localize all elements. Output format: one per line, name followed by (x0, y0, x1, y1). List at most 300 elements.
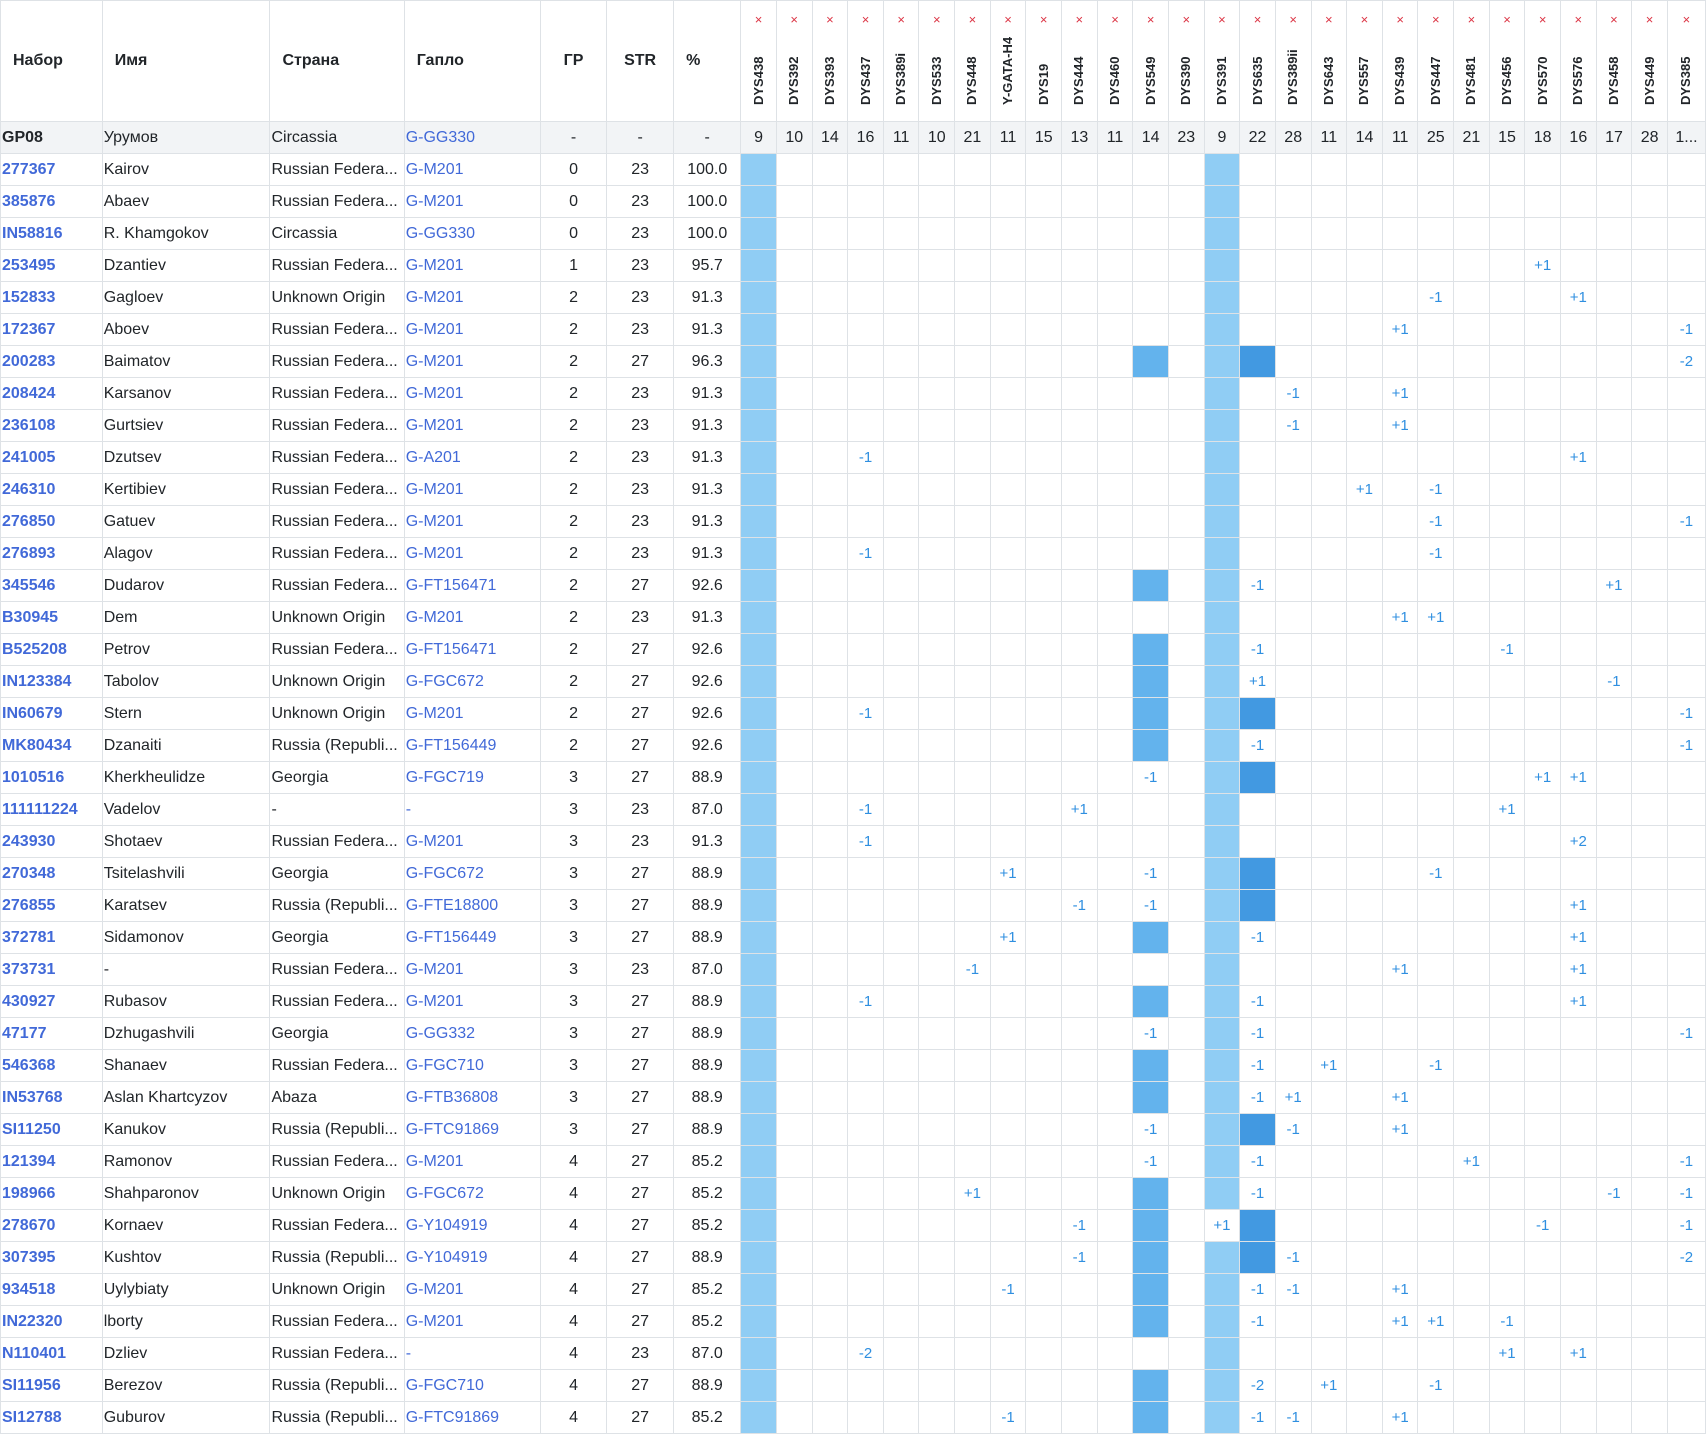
marker-diff-cell (1026, 1050, 1062, 1082)
marker-diff-cell (1418, 1114, 1454, 1146)
kit-link[interactable]: 47177 (1, 1018, 103, 1050)
marker-diff-cell (1632, 858, 1668, 890)
str-count: 23 (607, 154, 674, 186)
marker-diff-cell (1062, 602, 1098, 634)
kit-link[interactable]: 276893 (1, 538, 103, 570)
kit-link[interactable]: 253495 (1, 250, 103, 282)
haplogroup-link[interactable]: G-FT156471 (404, 570, 540, 602)
haplogroup-link[interactable]: G-M201 (404, 346, 540, 378)
column-header-name[interactable]: Имя (102, 1, 270, 122)
reference-value: 15 (1489, 122, 1525, 154)
table-row (1, 1402, 1706, 1434)
marker-header-dys460: × DYS460 (1097, 1, 1133, 122)
marker-diff-cell (1382, 1242, 1418, 1274)
haplogroup-link[interactable]: G-FT156449 (404, 730, 540, 762)
marker-diff-cell (1418, 826, 1454, 858)
marker-diff-cell (848, 634, 884, 666)
column-header-gd[interactable]: ГР (541, 1, 607, 122)
marker-diff-cell (1596, 794, 1632, 826)
kit-link[interactable]: 1010516 (1, 762, 103, 794)
kit-link[interactable]: IN60679 (1, 698, 103, 730)
marker-diff-cell (1133, 314, 1169, 346)
haplogroup-link[interactable]: G-FGC672 (404, 666, 540, 698)
marker-diff-cell (1382, 826, 1418, 858)
kit-link[interactable]: 121394 (1, 1146, 103, 1178)
str-count: 27 (607, 986, 674, 1018)
marker-diff-cell (1418, 794, 1454, 826)
kit-link[interactable]: IN53768 (1, 1082, 103, 1114)
marker-diff-cell (1382, 762, 1418, 794)
haplogroup-link[interactable]: G-M201 (404, 314, 540, 346)
haplogroup-link[interactable]: G-GG332 (404, 1018, 540, 1050)
kit-link[interactable]: IN58816 (1, 218, 103, 250)
haplogroup-link[interactable]: G-M201 (404, 154, 540, 186)
kit-link[interactable]: 276850 (1, 506, 103, 538)
haplogroup-link[interactable]: G-M201 (404, 378, 540, 410)
marker-diff-cell (1596, 538, 1632, 570)
member-name: Kertibiev (102, 474, 270, 506)
marker-diff-cell (812, 442, 848, 474)
reference-haplo-link[interactable]: G-GG330 (404, 122, 540, 154)
marker-diff-cell (741, 634, 777, 666)
marker-diff-cell (990, 538, 1026, 570)
remove-marker-icon[interactable]: × (1538, 12, 1547, 27)
marker-header-dys481: × DYS481 (1454, 1, 1490, 122)
haplogroup-link[interactable]: G-M201 (404, 954, 540, 986)
marker-diff-cell (1311, 282, 1347, 314)
remove-marker-icon[interactable]: × (1289, 12, 1297, 27)
reference-value: 1... (1667, 122, 1705, 154)
marker-diff-cell (883, 986, 919, 1018)
haplogroup-link[interactable]: G-M201 (404, 250, 540, 282)
marker-diff-cell (919, 442, 955, 474)
kit-link[interactable]: B525208 (1, 634, 103, 666)
kit-link[interactable]: 270348 (1, 858, 103, 890)
marker-diff-cell (1489, 474, 1525, 506)
haplogroup-link[interactable]: G-FTE18800 (404, 890, 540, 922)
remove-marker-icon[interactable]: × (1431, 12, 1440, 27)
haplogroup-link[interactable]: G-M201 (404, 282, 540, 314)
member-country: Unknown Origin (270, 1178, 404, 1210)
marker-diff-cell (883, 826, 919, 858)
marker-diff-cell (1311, 890, 1347, 922)
marker-header-dys576: × DYS576 (1561, 1, 1597, 122)
marker-diff-cell (1454, 922, 1490, 954)
str-count: 23 (607, 378, 674, 410)
kit-link[interactable]: MK80434 (1, 730, 103, 762)
match-percent: 92.6 (674, 634, 741, 666)
remove-marker-icon[interactable]: × (1503, 12, 1511, 27)
marker-diff-cell (1454, 218, 1490, 250)
haplogroup-link[interactable]: G-FGC710 (404, 1370, 540, 1402)
marker-diff-cell (1561, 1114, 1597, 1146)
marker-diff-cell (1632, 1306, 1668, 1338)
marker-header-dys19: × DYS19 (1026, 1, 1062, 122)
remove-marker-icon[interactable]: × (1574, 12, 1583, 27)
marker-diff-cell (990, 1338, 1026, 1370)
str-count: 23 (607, 218, 674, 250)
marker-diff-cell (919, 1370, 955, 1402)
kit-link[interactable]: SI12788 (1, 1402, 103, 1434)
haplogroup-link[interactable]: G-A201 (404, 442, 540, 474)
marker-diff-cell: -1 (1240, 1082, 1276, 1114)
marker-diff-cell (1204, 1242, 1240, 1274)
haplogroup-link[interactable]: - (404, 794, 540, 826)
kit-link[interactable]: 307395 (1, 1242, 103, 1274)
kit-link[interactable]: 208424 (1, 378, 103, 410)
remove-marker-icon[interactable]: × (897, 12, 905, 27)
marker-diff-cell (1454, 794, 1490, 826)
column-header-kit[interactable]: Набор (1, 1, 103, 122)
haplogroup-link[interactable]: - (404, 1338, 540, 1370)
remove-marker-icon[interactable]: × (1182, 12, 1191, 27)
kit-link[interactable]: 345546 (1, 570, 103, 602)
marker-diff-cell (1168, 1082, 1204, 1114)
member-country: Russian Federa... (270, 442, 404, 474)
marker-diff-cell (1525, 1018, 1561, 1050)
marker-diff-cell (1347, 1210, 1383, 1242)
remove-marker-icon[interactable]: × (1325, 12, 1333, 27)
marker-diff-cell (1347, 890, 1383, 922)
marker-diff-cell (1347, 282, 1383, 314)
marker-diff-cell (1204, 378, 1240, 410)
marker-diff-cell (741, 538, 777, 570)
marker-diff-cell (990, 602, 1026, 634)
marker-header-dys449: × DYS449 (1632, 1, 1668, 122)
kit-link[interactable]: 372781 (1, 922, 103, 954)
reference-value: 28 (1632, 122, 1668, 154)
marker-diff-cell (1062, 1018, 1098, 1050)
kit-link[interactable]: 276855 (1, 890, 103, 922)
marker-diff-cell (1418, 250, 1454, 282)
marker-diff-cell (1347, 410, 1383, 442)
marker-diff-cell: -1 (1240, 1146, 1276, 1178)
marker-diff-cell (1311, 570, 1347, 602)
haplogroup-link[interactable]: G-FT156449 (404, 922, 540, 954)
haplogroup-link[interactable]: G-M201 (404, 698, 540, 730)
marker-diff-cell (1667, 186, 1705, 218)
marker-diff-cell (1561, 218, 1597, 250)
marker-diff-cell (1596, 474, 1632, 506)
member-country: Russian Federa... (270, 314, 404, 346)
haplogroup-link[interactable]: G-M201 (404, 1146, 540, 1178)
kit-link[interactable]: 236108 (1, 410, 103, 442)
marker-diff-cell (812, 378, 848, 410)
remove-marker-icon[interactable]: × (1467, 12, 1476, 27)
marker-diff-cell (1097, 1370, 1133, 1402)
haplogroup-link[interactable]: G-M201 (404, 538, 540, 570)
remove-marker-icon[interactable]: × (1146, 12, 1155, 27)
kit-link[interactable]: IN123384 (1, 666, 103, 698)
kit-link[interactable]: 546368 (1, 1050, 103, 1082)
kit-link[interactable]: 200283 (1, 346, 103, 378)
remove-marker-icon[interactable]: × (1111, 12, 1119, 27)
genetic-distance: 4 (541, 1370, 607, 1402)
kit-link[interactable]: 277367 (1, 154, 103, 186)
remove-marker-icon[interactable]: × (1645, 12, 1654, 27)
marker-diff-cell (1489, 826, 1525, 858)
kit-link[interactable]: IN22320 (1, 1306, 103, 1338)
marker-diff-cell (1418, 666, 1454, 698)
kit-link[interactable]: 198966 (1, 1178, 103, 1210)
marker-diff-cell (1204, 602, 1240, 634)
remove-marker-icon[interactable]: × (861, 12, 870, 27)
table-row (1, 282, 1706, 314)
marker-diff-cell (1382, 1146, 1418, 1178)
haplogroup-link[interactable]: G-M201 (404, 986, 540, 1018)
kit-link[interactable]: SI11250 (1, 1114, 103, 1146)
marker-diff-cell: -1 (1418, 506, 1454, 538)
marker-diff-cell (1026, 218, 1062, 250)
marker-diff-cell (1525, 858, 1561, 890)
kit-link[interactable]: 243930 (1, 826, 103, 858)
remove-marker-icon[interactable]: × (1039, 12, 1048, 27)
member-country: Russian Federa... (270, 954, 404, 986)
marker-diff-cell: -1 (1275, 1274, 1311, 1306)
marker-diff-cell (1168, 922, 1204, 954)
marker-diff-cell (955, 1018, 991, 1050)
marker-diff-cell (1632, 1242, 1668, 1274)
genetic-distance: 3 (541, 986, 607, 1018)
kit-link[interactable]: 241005 (1, 442, 103, 474)
str-count: 27 (607, 1402, 674, 1434)
marker-diff-cell (1454, 1018, 1490, 1050)
marker-diff-cell (1275, 1338, 1311, 1370)
marker-diff-cell (776, 1018, 812, 1050)
marker-diff-cell (919, 282, 955, 314)
haplogroup-link[interactable]: G-FGC672 (404, 1178, 540, 1210)
kit-link[interactable]: 246310 (1, 474, 103, 506)
marker-diff-cell (1133, 986, 1169, 1018)
marker-diff-cell (1168, 314, 1204, 346)
marker-diff-cell: -1 (1240, 1018, 1276, 1050)
marker-header-dys448: × DYS448 (955, 1, 991, 122)
marker-diff-cell (1168, 1370, 1204, 1402)
marker-diff-cell: -2 (1240, 1370, 1276, 1402)
marker-diff-cell (1632, 922, 1668, 954)
marker-diff-cell (848, 346, 884, 378)
marker-header-dys437: × DYS437 (848, 1, 884, 122)
remove-marker-icon[interactable]: × (790, 12, 799, 27)
marker-diff-cell: +1 (1275, 1082, 1311, 1114)
remove-marker-icon[interactable]: × (1360, 12, 1369, 27)
haplogroup-link[interactable]: G-M201 (404, 826, 540, 858)
marker-diff-cell: -1 (1667, 506, 1705, 538)
genetic-distance: 2 (541, 346, 607, 378)
kit-link[interactable]: 430927 (1, 986, 103, 1018)
marker-diff-cell (883, 442, 919, 474)
haplogroup-link[interactable]: G-M201 (404, 474, 540, 506)
marker-diff-cell (883, 890, 919, 922)
marker-diff-cell (1133, 1402, 1169, 1434)
marker-diff-cell (1311, 1210, 1347, 1242)
haplogroup-link[interactable]: G-FGC719 (404, 762, 540, 794)
kit-link[interactable]: 385876 (1, 186, 103, 218)
remove-marker-icon[interactable]: × (1610, 12, 1618, 27)
marker-diff-cell (1525, 506, 1561, 538)
haplogroup-link[interactable]: G-FTC91869 (404, 1114, 540, 1146)
marker-diff-cell (1133, 1082, 1169, 1114)
marker-diff-cell (1347, 762, 1383, 794)
marker-diff-cell (1454, 1178, 1490, 1210)
marker-diff-cell (1026, 666, 1062, 698)
marker-diff-cell (1632, 826, 1668, 858)
marker-diff-cell (1275, 762, 1311, 794)
marker-diff-cell (990, 570, 1026, 602)
marker-diff-cell: -1 (990, 1402, 1026, 1434)
marker-diff-cell (1133, 1178, 1169, 1210)
remove-marker-icon[interactable]: × (1253, 12, 1262, 27)
marker-diff-cell (1097, 1082, 1133, 1114)
table-row (1, 154, 1706, 186)
marker-diff-cell (1489, 698, 1525, 730)
marker-diff-cell (1596, 1210, 1632, 1242)
remove-marker-icon[interactable]: × (754, 12, 763, 27)
marker-diff-cell (1204, 282, 1240, 314)
remove-marker-icon[interactable]: × (932, 12, 941, 27)
marker-diff-cell (1454, 1370, 1490, 1402)
kit-link[interactable]: 373731 (1, 954, 103, 986)
marker-diff-cell (919, 954, 955, 986)
marker-diff-cell (1489, 410, 1525, 442)
marker-diff-cell (1133, 1338, 1169, 1370)
genetic-distance: 2 (541, 282, 607, 314)
haplogroup-link[interactable]: G-FGC710 (404, 1050, 540, 1082)
marker-diff-cell (848, 506, 884, 538)
haplogroup-link[interactable]: G-M201 (404, 1306, 540, 1338)
remove-marker-icon[interactable]: × (1004, 12, 1012, 27)
haplogroup-link[interactable]: G-FT156471 (404, 634, 540, 666)
marker-diff-cell (1062, 826, 1098, 858)
marker-diff-cell (1418, 218, 1454, 250)
kit-link[interactable]: 172367 (1, 314, 103, 346)
marker-diff-cell (919, 506, 955, 538)
marker-diff-cell (1204, 506, 1240, 538)
marker-diff-cell (1275, 314, 1311, 346)
marker-diff-cell (848, 1306, 884, 1338)
marker-diff-cell (990, 1242, 1026, 1274)
marker-diff-cell (1240, 314, 1276, 346)
remove-marker-icon[interactable]: × (1682, 12, 1691, 27)
member-name: Dzhugashvili (102, 1018, 270, 1050)
kit-link[interactable]: B30945 (1, 602, 103, 634)
marker-diff-cell (812, 1210, 848, 1242)
marker-diff-cell (1240, 954, 1276, 986)
marker-diff-cell (1026, 474, 1062, 506)
marker-diff-cell (1561, 314, 1597, 346)
marker-diff-cell (955, 506, 991, 538)
match-percent: 100.0 (674, 186, 741, 218)
marker-diff-cell (1240, 154, 1276, 186)
marker-diff-cell (883, 1338, 919, 1370)
marker-diff-cell (848, 858, 884, 890)
column-header-haplo[interactable]: Гапло (404, 1, 540, 122)
marker-diff-cell (848, 890, 884, 922)
marker-diff-cell (1097, 762, 1133, 794)
marker-diff-cell (1240, 282, 1276, 314)
remove-marker-icon[interactable]: × (1396, 12, 1404, 27)
marker-diff-cell (1204, 186, 1240, 218)
marker-diff-cell (776, 1050, 812, 1082)
marker-diff-cell (812, 570, 848, 602)
haplogroup-link[interactable]: G-M201 (404, 1274, 540, 1306)
marker-diff-cell (1525, 154, 1561, 186)
reference-str: - (607, 122, 674, 154)
kit-link[interactable]: 111111224 (1, 794, 103, 826)
str-count: 23 (607, 954, 674, 986)
marker-diff-cell (1133, 506, 1169, 538)
haplogroup-link[interactable]: G-FGC672 (404, 858, 540, 890)
remove-marker-icon[interactable]: × (1218, 12, 1226, 27)
haplogroup-link[interactable]: G-Y104919 (404, 1242, 540, 1274)
marker-diff-cell (955, 634, 991, 666)
column-header-str[interactable]: STR (607, 1, 674, 122)
member-country: Georgia (270, 762, 404, 794)
match-percent: 92.6 (674, 698, 741, 730)
kit-link[interactable]: N110401 (1, 1338, 103, 1370)
marker-diff-cell (1561, 154, 1597, 186)
marker-diff-cell (883, 1210, 919, 1242)
marker-diff-cell (1596, 858, 1632, 890)
haplogroup-link[interactable]: G-Y104919 (404, 1210, 540, 1242)
column-header-percent[interactable]: % (674, 1, 741, 122)
remove-marker-icon[interactable]: × (968, 12, 977, 27)
marker-diff-cell (955, 314, 991, 346)
marker-diff-cell (955, 730, 991, 762)
marker-diff-cell (848, 186, 884, 218)
marker-diff-cell (1489, 954, 1525, 986)
marker-diff-cell (1168, 1274, 1204, 1306)
haplogroup-link[interactable]: G-FTB36808 (404, 1082, 540, 1114)
haplogroup-link[interactable]: G-FTC91869 (404, 1402, 540, 1434)
kit-link[interactable]: SI11956 (1, 1370, 103, 1402)
reference-value: 16 (848, 122, 884, 154)
str-count: 27 (607, 730, 674, 762)
marker-diff-cell (741, 1402, 777, 1434)
marker-diff-cell (883, 1146, 919, 1178)
kit-link[interactable]: 152833 (1, 282, 103, 314)
marker-diff-cell (1275, 698, 1311, 730)
kit-link[interactable]: 934518 (1, 1274, 103, 1306)
marker-diff-cell (1382, 922, 1418, 954)
kit-link[interactable]: 278670 (1, 1210, 103, 1242)
column-header-country[interactable]: Страна (270, 1, 404, 122)
marker-diff-cell (1382, 666, 1418, 698)
haplogroup-link[interactable]: G-M201 (404, 410, 540, 442)
marker-diff-cell (1204, 666, 1240, 698)
haplogroup-link[interactable]: G-GG330 (404, 218, 540, 250)
marker-diff-cell (1596, 1146, 1632, 1178)
marker-diff-cell: -1 (1133, 1018, 1169, 1050)
marker-diff-cell (1489, 570, 1525, 602)
remove-marker-icon[interactable]: × (826, 12, 834, 27)
remove-marker-icon[interactable]: × (1075, 12, 1084, 27)
member-country: Russia (Republi... (270, 730, 404, 762)
marker-diff-cell (990, 762, 1026, 794)
genetic-distance: 2 (541, 442, 607, 474)
marker-diff-cell (1382, 1210, 1418, 1242)
marker-diff-cell (848, 666, 884, 698)
haplogroup-link[interactable]: G-M201 (404, 506, 540, 538)
marker-diff-cell (1667, 218, 1705, 250)
marker-diff-cell (1596, 986, 1632, 1018)
marker-diff-cell (1525, 826, 1561, 858)
marker-diff-cell (1168, 218, 1204, 250)
haplogroup-link[interactable]: G-M201 (404, 186, 540, 218)
haplogroup-link[interactable]: G-M201 (404, 602, 540, 634)
marker-diff-cell (1062, 1050, 1098, 1082)
marker-diff-cell (1275, 1018, 1311, 1050)
